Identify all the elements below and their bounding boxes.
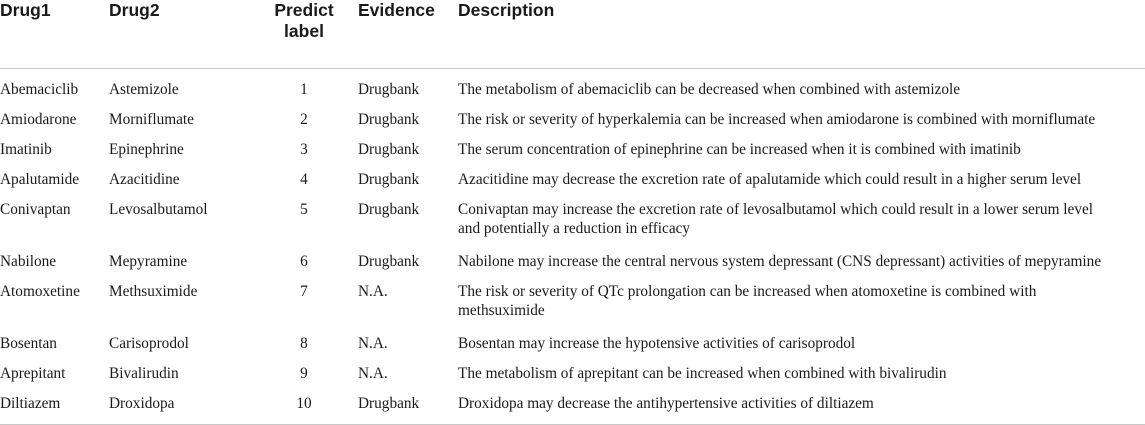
cell-description: Bosentan may increase the hypotensive activities of carisoprodol <box>458 335 856 352</box>
cell-label: 10 <box>296 395 312 412</box>
cell-drug2: Carisoprodol <box>109 335 189 352</box>
cell-drug2: Bivalirudin <box>109 365 179 382</box>
cell-description <box>458 200 1145 252</box>
header-predict-label-line1: Predict <box>274 0 334 20</box>
cell-description-line2: and potentially a reduction in efficacy <box>458 220 691 237</box>
cell-drug2: Levosalbutamol <box>109 201 208 218</box>
cell-evidence: N.A. <box>358 335 388 352</box>
table-row <box>0 140 1145 170</box>
table-row <box>0 364 1145 394</box>
cell-drug2: Morniflumate <box>109 111 194 128</box>
cell-evidence: Drugbank <box>358 201 420 218</box>
cell-description: The risk or severity of hyperkalemia can be increased when amiodarone is combined with morniflumate <box>458 111 1096 128</box>
header-row <box>0 0 1145 69</box>
table-row <box>0 110 1145 140</box>
header-drug1: Drug1 <box>0 0 51 20</box>
table-row <box>0 334 1145 364</box>
table-header <box>0 0 1145 69</box>
cell-drug1: Nabilone <box>0 253 57 270</box>
table-row <box>0 252 1145 282</box>
cell-drug1: Abemaciclib <box>0 81 79 98</box>
header-description: Description <box>458 0 555 20</box>
cell-evidence: Drugbank <box>358 141 420 158</box>
cell-label: 6 <box>300 253 308 270</box>
cell-description: The serum concentration of epinephrine can be increased when it is combined with imatinib <box>458 141 1021 158</box>
cell-label: 5 <box>300 201 308 218</box>
cell-label: 1 <box>300 81 308 98</box>
table-body <box>0 69 1145 425</box>
cell-drug2: Methsuximide <box>109 283 198 300</box>
cell-label: 7 <box>300 283 308 300</box>
cell-label: 2 <box>300 111 308 128</box>
cell-label: 9 <box>300 365 308 382</box>
cell-drug1: Aprepitant <box>0 365 66 382</box>
cell-drug2: Droxidopa <box>109 395 175 412</box>
header-predict-label <box>250 0 358 69</box>
cell-drug2: Mepyramine <box>109 253 188 270</box>
header-drug2: Drug2 <box>109 0 160 20</box>
cell-drug2: Astemizole <box>109 81 179 98</box>
cell-drug1: Atomoxetine <box>0 283 80 300</box>
cell-drug1: Imatinib <box>0 141 52 158</box>
cell-description-line1: Conivaptan may increase the excretion rate of levosalbutamol which could result in a lower serum level <box>458 201 1094 218</box>
cell-description-line2: methsuximide <box>458 302 545 319</box>
table-row <box>0 282 1145 334</box>
cell-label: 4 <box>300 171 308 188</box>
header-predict-label-line2: label <box>284 21 324 41</box>
cell-drug1: Amiodarone <box>0 111 77 128</box>
header-evidence: Evidence <box>358 0 435 20</box>
cell-description: The metabolism of abemaciclib can be decreased when combined with astemizole <box>458 81 961 98</box>
table-row <box>0 69 1145 111</box>
cell-drug1: Diltiazem <box>0 395 61 412</box>
cell-description: Droxidopa may decrease the antihypertensive activities of diltiazem <box>458 395 874 412</box>
cell-drug2: Epinephrine <box>109 141 184 158</box>
table-row <box>0 170 1145 200</box>
cell-drug2: Azacitidine <box>109 171 180 188</box>
table-row <box>0 200 1145 252</box>
cell-evidence: N.A. <box>358 365 388 382</box>
cell-label: 3 <box>300 141 308 158</box>
cell-evidence: Drugbank <box>358 81 420 98</box>
cell-evidence: Drugbank <box>358 171 420 188</box>
cell-drug1: Apalutamide <box>0 171 80 188</box>
cell-description <box>458 282 1145 334</box>
cell-description: Azacitidine may decrease the excretion rate of apalutamide which could result in a higher serum level <box>458 171 1082 188</box>
cell-label: 8 <box>300 335 308 352</box>
cell-drug1: Conivaptan <box>0 201 71 218</box>
table-row <box>0 394 1145 425</box>
cell-description: The metabolism of aprepitant can be increased when combined with bivalirudin <box>458 365 947 382</box>
cell-evidence: Drugbank <box>358 253 420 270</box>
cell-evidence: N.A. <box>358 283 388 300</box>
cell-description-line1: The risk or severity of QTc prolongation can be increased when atomoxetine is combined with <box>458 283 1037 300</box>
cell-description: Nabilone may increase the central nervous system depressant (CNS depressant) activities of mepyramine <box>458 253 1102 270</box>
cell-drug1: Bosentan <box>0 335 57 352</box>
cell-evidence: Drugbank <box>358 395 420 412</box>
cell-evidence: Drugbank <box>358 111 420 128</box>
